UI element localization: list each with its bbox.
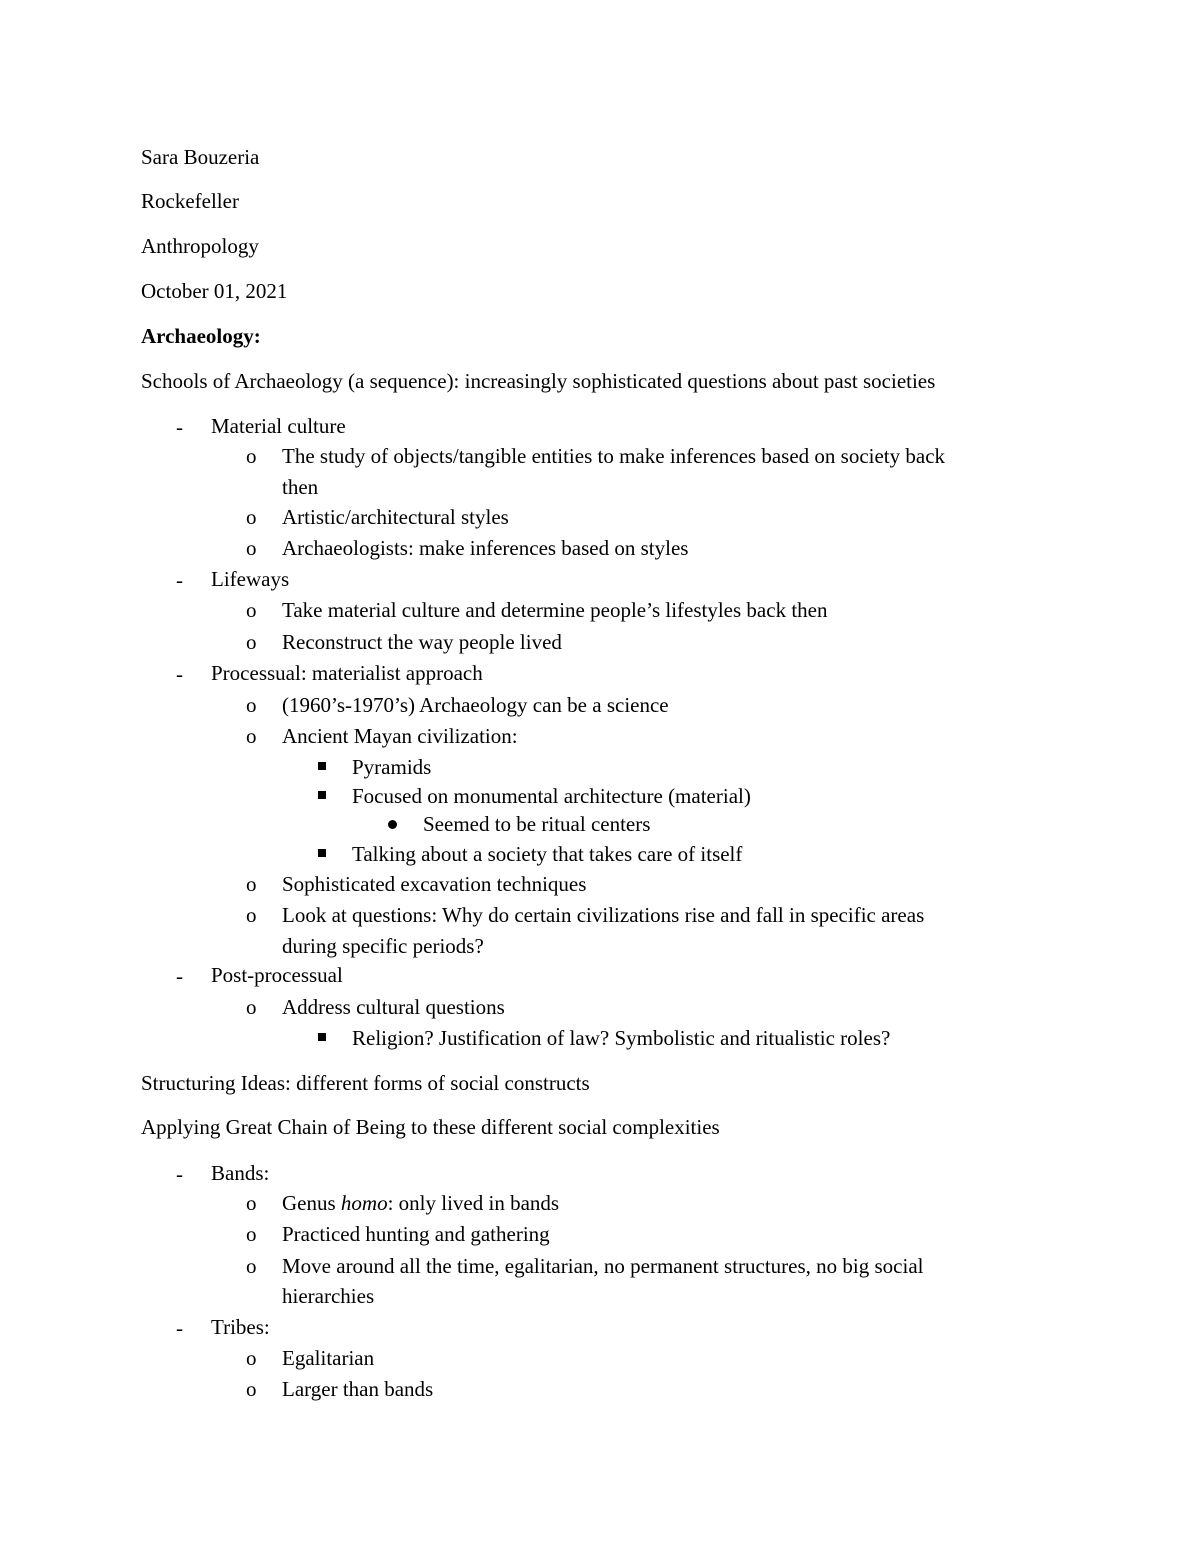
list-item-material-culture: Material culture [211,414,346,438]
structuring-ideas: Structuring Ideas: different forms of social constructs [141,1071,590,1095]
dash-bullet: - [176,964,183,988]
list-item-continuation: then [282,475,319,499]
list-item: Pyramids [352,755,432,779]
dash-bullet: - [176,415,183,439]
list-item: Address cultural questions [282,995,505,1019]
circle-bullet: o [246,995,257,1019]
great-chain-paragraph: Applying Great Chain of Being to these different social complexities [141,1115,720,1139]
document-date: October 01, 2021 [141,279,288,303]
circle-bullet: o [246,1191,257,1215]
circle-bullet: o [246,598,257,622]
dash-bullet: - [176,1162,183,1186]
square-bullet [318,762,326,770]
section-heading: Archaeology: [141,324,261,348]
circle-bullet: o [246,1254,257,1278]
schools-intro: Schools of Archaeology (a sequence): increasingly sophisticated questions about past societies [141,369,936,393]
circle-bullet: o [246,1346,257,1370]
school-name: Rockefeller [141,189,239,213]
list-item: Larger than bands [282,1377,434,1401]
list-item: Seemed to be ritual centers [423,812,651,836]
list-item-continuation: hierarchies [282,1284,375,1308]
list-item: Focused on monumental architecture (material) [352,784,751,808]
dash-bullet: - [176,568,183,592]
author-name: Sara Bouzeria [141,145,260,169]
circle-bullet: o [246,724,257,748]
list-item: Reconstruct the way people lived [282,630,562,654]
list-item: Archaeologists: make inferences based on styles [282,536,689,560]
list-item: The study of objects/tangible entities to make inferences based on society back [282,444,946,468]
circle-bullet: o [246,903,257,927]
circle-bullet: o [246,693,257,717]
list-item: (1960’s-1970’s) Archaeology can be a science [282,693,669,717]
square-bullet [318,791,326,799]
list-item: Egalitarian [282,1346,375,1370]
list-item-continuation: during specific periods? [282,934,484,958]
circle-bullet: o [246,1377,257,1401]
round-bullet [388,820,397,829]
list-item: Religion? Justification of law? Symbolistic and ritualistic roles? [352,1026,891,1050]
list-item: Move around all the time, egalitarian, no permanent structures, no big social [282,1254,924,1278]
list-item: Ancient Mayan civilization: [282,724,518,748]
square-bullet [318,849,326,857]
circle-bullet: o [246,536,257,560]
list-item-genus [282,1193,559,1214]
list-item-tribes: Tribes: [211,1315,270,1339]
list-item-lifeways: Lifeways [211,567,290,591]
circle-bullet: o [246,1222,257,1246]
list-item-bands: Bands: [211,1161,270,1185]
list-item-processual: Processual: materialist approach [211,661,483,685]
circle-bullet: o [246,505,257,529]
list-item: Look at questions: Why do certain civilizations rise and fall in specific areas [282,903,925,927]
dash-bullet: - [176,662,183,686]
genus-suffix: : only lived in bands [387,1191,560,1215]
subject-name: Anthropology [141,234,259,258]
list-item: Artistic/architectural styles [282,505,509,529]
list-item-post-processual: Post-processual [211,963,343,987]
genus-prefix: Genus [282,1191,341,1215]
list-item: Talking about a society that takes care of itself [352,842,743,866]
list-item: Practiced hunting and gathering [282,1222,550,1246]
dash-bullet: - [176,1316,183,1340]
genus-term: homo [340,1191,388,1215]
circle-bullet: o [246,444,257,468]
circle-bullet: o [246,630,257,654]
list-item: Take material culture and determine people’s lifestyles back then [282,598,828,622]
list-item: Sophisticated excavation techniques [282,872,587,896]
square-bullet [318,1033,326,1041]
circle-bullet: o [246,872,257,896]
